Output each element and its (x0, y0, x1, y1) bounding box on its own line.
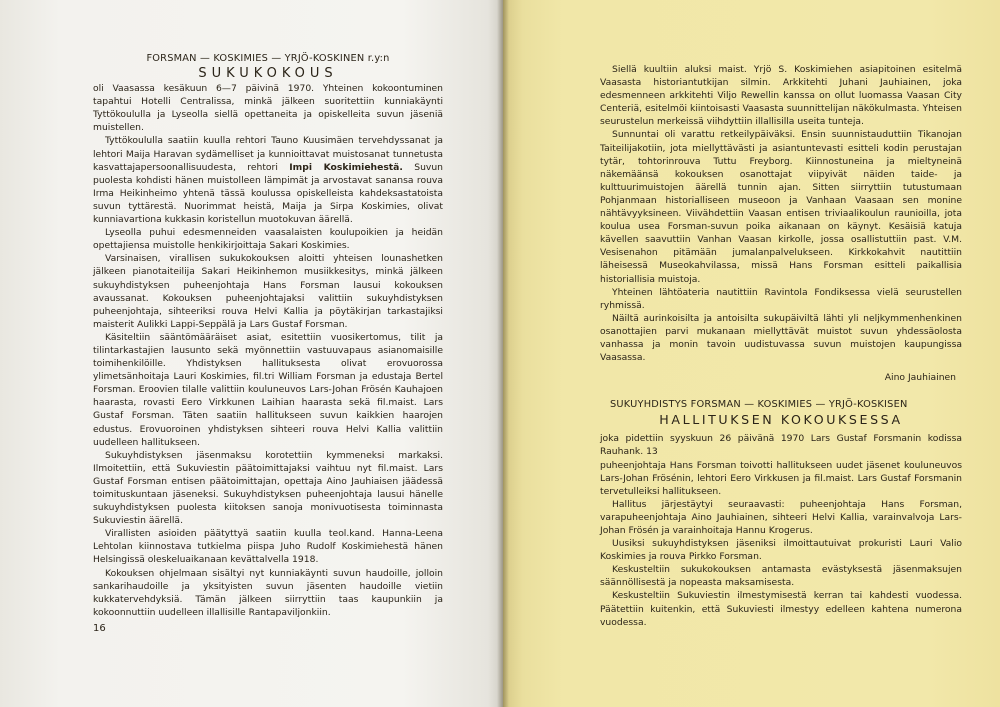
book-gutter (497, 0, 509, 707)
paragraph: Keskusteltiin Sukuviestin ilmestymisestä kerran tai kahdesti vuodessa. Päätettiin kuitenkin, että Sukuviesti ilmestyy edelleen kahtena numerona vuodessa. (600, 590, 962, 628)
paragraph: joka pidettiin syyskuun 26 päivänä 1970 Lars Gustaf Forsmanin kodissa Rauhank. 13 (600, 433, 962, 458)
meeting-title: SUKUKOKOUS (198, 66, 338, 82)
paragraph: Lyseolla puhui edesmenneiden vaasalaisten koulupoikien ja heidän opettajiensa muistolle henkikirjoittaja Sakari Koskimies. (93, 227, 443, 252)
board-meeting-header-line: SUKUYHDISTYS FORSMAN — KOSKIMIES — YRJÖ-KOSKISEN (610, 399, 908, 411)
paragraph: Siellä kuultiin aluksi maist. Yrjö S. Koskimiehen asiapitoinen esitelmä Vaasasta historiantutkijan silmin. Arkkitehti Juhani Jauhiainen, joka edesmenneen arkkitehti Viljo Rewellin kanssa on ollut luomassa Vaasan City Centeriä, esitelmöi kiintoisasti Vaasasta suunnittelijan näkökulmasta. Yhteisen seurustelun merkeissä viihdyttiin illallisilla useita tunteja. (600, 64, 962, 128)
paragraph: Hallitus järjestäytyi seuraavasti: puheenjohtaja Hans Forsman, varapuheenjohtaja Aino Jauhiainen, sihteeri Helvi Kallia, varainvalvoja Lars-Johan Frösén ja varainhoitaja Hannu Krogerus. (600, 498, 962, 536)
right-text-column (600, 63, 962, 629)
paragraph: Kokouksen ohjelmaan sisältyi nyt kunniakäynti suvun haudoille, jolloin sankarihaudoille ja yksityisten suvun jäsenten haudoille vietiin kukkatervehdyksiä. Tämän jälkeen siirryttiin taas kaupunkiin ja kokoonnuttiin uudelleen illallisille Rantapaviljonkiin. (93, 567, 443, 618)
left-text-column (93, 52, 443, 619)
paragraph: Uusiksi sukuyhdistyksen jäseniksi ilmoittautuivat prokuristi Lauri Valio Koskimies ja rouva Pirkko Forsman. (600, 538, 962, 563)
paragraph: Keskusteltiin sukukokouksen antamasta evästyksestä jäsenmaksujen säännöllisestä ja nopeasta maksamisesta. (600, 564, 962, 589)
paragraph: Sukuyhdistyksen jäsenmaksu korotettiin kymmeneksi markaksi. Ilmoitettiin, että Sukuviestin päätoimittajaksi vaihtuu nyt fil.maist. Lars Gustaf Forsman entisen päätoimittajan, opettaja Aino Jauhiaisen jäädessä toimituskuntaan jäseneksi. Sukuyhdistyksen puheenjohtaja lausui hänelle sukuyhdistyksen puolesta kiitoksen sanoja monivuotisesta toiminnasta Sukuviestin äärellä. (93, 449, 443, 527)
right-page (503, 0, 1000, 707)
paragraph-text: Suvun puolesta kohdisti hänen muistolleen lämpimät ja arvostavat sanansa rouva Irma Heikinheimo yhtenä tässä koulussa opiskelleista kahdeksastatoista suvun tyttärestä. Nuorimmat heistä, Maija ja Sirpa Koskimies, olivat kunniavartiona kukkasin koristellun muotokuvan äärellä. (93, 161, 443, 226)
bold-name: Impi Koskimiehestä. (289, 161, 403, 173)
paragraph: Sunnuntai oli varattu retkeilypäiväksi. Ensin suunnistauduttiin Tikanojan Taiteilijakotiin, jota mielly​ttävästi ja asiantuntevasti esitteli kodin perustajan tytär, tohtorinrouva Tuttu Freyborg. Kiinnostuneina ja mieltyneinä näkemäänsä kokouksen osanottajat viipyivät näiden taide- ja kulttuurimuistojen äärellä tunnin ajan. Sitten siirryttiin tutustumaan Pohjanmaan historialliseen museoon ja Vanhaan Vaasaan sen monine nähtävyyksineen. Viivähdettiin Vaasan entisen triviaalikoulun raunioilla, jota koulua usea Forsman-suvun poika aikanaan on käynyt. Kesäisiä katuja kävellen saavuttiin Vanhan Vaasan kirkolle, jossa osallistuttiin past. V.M. Vesisenahon pitämään jumalanpalvelukseen. Kirkkokahvit nautittiin läheisessä Museokahvilassa, missä Hans Forsman esitteli paikallisia historiallisia muistoja. (600, 129, 962, 285)
meeting-header-line: FORSMAN — KOSKIMIES — YRJÖ-KOSKINEN r.y:n (146, 53, 390, 64)
paragraph: oli Vaasassa kesäkuun 6—7 päivinä 1970. Yhteinen kokoontuminen tapahtui Hotelli Centralissa, minkä jälkeen suoritettiin kunniakäynti Tyttökoululla ja Lyseolla siellä opettaneita ja opiskelleita suvun jäseniä muistellen. (93, 83, 443, 134)
paragraph: puheenjohtaja Hans Forsman toivotti hallitukseen uudet jäsenet kouluneuvos Lars-Johan Frösénin, lehtori Eero Virkkusen ja fil.maist. Lars Gustaf Forsmanin tervetulleiksi hallitukseen. (600, 459, 962, 497)
board-meeting-title: HALLITUKSEN KOKOUKSESSA (659, 412, 903, 428)
signature: Aino Jauhiainen (884, 372, 956, 384)
paragraph: Varsinaisen, virallisen sukukokouksen aloitti yhteisen lounashetken jälkeen pianotaiteilija Sakari Heikinhemon musiikkesitys, minkä jälkeen sukuyhdistyksen puheenjohtaja Hans Forsman lausui kokouksen avaussanat. Kokouksen puheenjohtajaksi valittiin sukuyhdistyksen puheenjohtaja, sihteeriksi rouva Helvi Kallia ja pöytäkirjan tarkastajiksi maisterit Aulikki Lappi-Seppälä ja Lars Gustaf Forsman. (93, 253, 443, 330)
page-number: 16 (93, 623, 106, 634)
paragraph: Käsiteltiin sääntömääräiset asiat, esitettiin vuosikertomus, tilit ja tilintarkastajien lausunto sekä myönnettiin vastuuvapaus asianomaisille toimihenkilöille. Yhdistyksen hallituksesta olivat erovuorossa ylimetsänhoitaja Lauri Koskimies, fil.tri William Forsman ja edustaja Bertel Forsman. Eroovien tilalle valittiin kouluneuvos Lars-Johan Frösén Kauhajoen haarasta, rovasti Eero Virkkunen Laihian haarasta sekä fil.maist. Lars Gustaf Forsman. Täten saatiin hallitukseen suvun kaikkien haarojen edustus. Erovuoroinen yhdistyksen sihteeri rouva Helvi Kallia valittiin uudelleen hallitukseen. (93, 331, 443, 448)
paragraph (93, 134, 443, 226)
paragraph: Virallisten asioiden päätyttyä saatiin kuulla teol.kand. Hanna-Leena Lehtolan kiinnostava tutkielma piispa Juho Rudolf Koskimiehestä hänen Helsingissä oleskeluaikanaan kevättalvella 1918. (93, 528, 443, 566)
board-meeting-section (600, 398, 962, 629)
paragraph: Yhteinen lähtöateria nautittiin Ravintola Fondiksessa vielä seurustellen ryhmissä. (600, 286, 962, 311)
paragraph-text: Tyttökoululla saatiin kuulla rehtori Tauno Kuusimäen tervehdyssanat ja lehtori Maija Haravan sydämelliset ja kunnioittavat muistosanat tunnetusta kasvattajapersoonallisuudesta, rehtori (93, 135, 443, 173)
paragraph: Näiltä aurinkoisilta ja antoisilta sukupäiviltä lähti yli neljkymmenhenkinen osanottajien parvi mukanaan miellyttävät muistot suvun yhdessäolosta vanhassa ja monin tavoin uudistuvassa suvun muistojen kaupungissa Vaasassa. (600, 312, 962, 364)
